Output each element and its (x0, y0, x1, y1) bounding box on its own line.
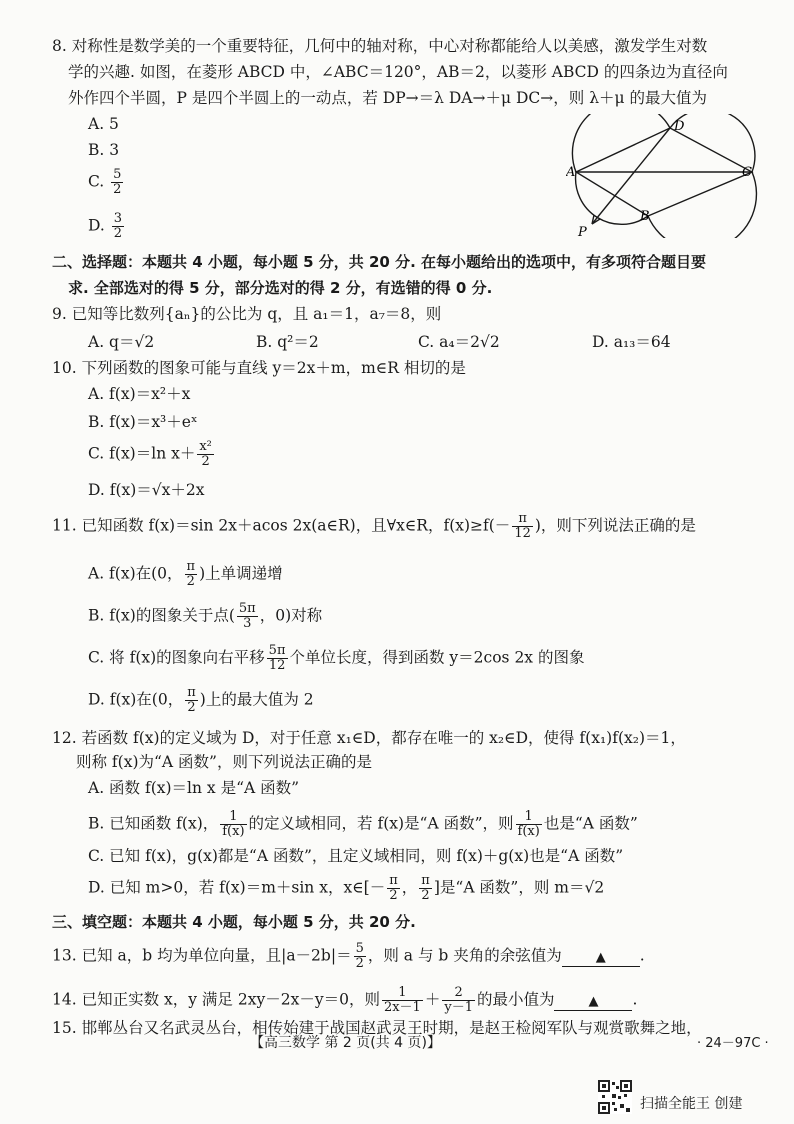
q13-stem: 13. 已知 a，b 均为单位向量，且|a－2b|＝ $\frac{5}{2}$ ，则 a 与 b 夹角的余弦值为 ▲ . (52, 941, 645, 971)
section-2-title-line-2: 求. 全部选对的得 5 分，部分选对的得 2 分，有选错的得 0 分. (68, 279, 493, 297)
fraction: $\frac{5\pi}{3}$ (238, 601, 256, 631)
q10-option-d: D. f(x)＝√x＋2x (88, 481, 205, 499)
qr-code-icon (598, 1080, 632, 1114)
q9-option-c: C. a₄＝2√2 (418, 333, 500, 351)
fraction: $\frac{\pi}{2}$ (389, 873, 398, 903)
label-c: C (742, 165, 752, 180)
q12-option-b: B. 已知函数 f(x)， $\frac{1}{f(x)}$ 的定义域相同，若 f(x)是“A 函数”，则 $\frac{1}{f(x)}$ 也是“A 函数” (88, 809, 638, 839)
q9-option-a: A. q＝√2 (88, 333, 155, 351)
semicircle-cb (648, 172, 756, 238)
fraction: $\frac{3}{2}$ (113, 211, 123, 241)
q8-option-c: C. $\frac{5}{2}$ (88, 167, 122, 197)
label-p: P (578, 225, 587, 238)
q12-line-1: 12. 若函数 f(x)的定义域为 D，对于任意 x₁∈D，都存在唯一的 x₂∈D，使得 f(x₁)f(x₂)＝1， (52, 729, 686, 747)
section-2-title-line-1: 二、选择题：本题共 4 小题，每小题 5 分，共 20 分. 在每小题给出的选项中，有多项符合题目要 (52, 253, 707, 271)
exam-code: · 24－97C · (697, 1036, 769, 1051)
fraction: $\frac{5}{2}$ (355, 941, 364, 971)
q10-option-b: B. f(x)＝x³＋eˣ (88, 413, 198, 431)
answer-blank[interactable]: ▲ (554, 994, 632, 1011)
q9-stem: 9. 已知等比数列{aₙ}的公比为 q，且 a₁＝1，a₇＝8，则 (52, 305, 442, 323)
q12-option-a: A. 函数 f(x)＝ln x 是“A 函数” (88, 779, 300, 797)
fraction: $\frac{\pi}{2}$ (421, 873, 430, 903)
label-d: D (674, 119, 685, 134)
fraction: $\frac{1}{f(x)}$ (517, 809, 540, 839)
fraction: $\frac{1}{f(x)}$ (222, 809, 245, 839)
q11-option-d: D. f(x)在(0， $\frac{\pi}{2}$ )上的最大值为 2 (88, 685, 314, 715)
q11-stem: 11. 已知函数 f(x)＝sin 2x＋acos 2x(a∈R)，且∀x∈R，f(x)≥f(－ $\frac{\pi}{12}$ )，则下列说法正确的是 (52, 511, 696, 541)
answer-blank[interactable]: ▲ (562, 950, 640, 967)
q9-option-b: B. q²＝2 (256, 333, 319, 351)
q8-option-a: A. 5 (88, 115, 119, 133)
q8-option-b: B. 3 (88, 141, 120, 159)
semicircle-ad (572, 114, 670, 172)
q12-line-2: 则称 f(x)为“A 函数”，则下列说法正确的是 (76, 753, 372, 771)
q11-option-a: A. f(x)在(0， $\frac{\pi}{2}$ )上单调递增 (88, 559, 283, 589)
semicircle-ba (576, 172, 648, 224)
label-a: A (566, 165, 576, 180)
label-b: B (640, 209, 650, 224)
q12-option-c: C. 已知 f(x)，g(x)都是“A 函数”，且定义域相同，则 f(x)＋g(x)也是“A 函数” (88, 847, 624, 865)
page-footer: 【高三数学 第 2 页(共 4 页)】 (250, 1035, 441, 1051)
q10-option-a: A. f(x)＝x²＋x (88, 385, 191, 403)
q8-option-d: D. $\frac{3}{2}$ (88, 211, 123, 241)
fraction: $\frac{1}{2x-1}$ (383, 985, 421, 1015)
q10-option-c: C. f(x)＝ln x＋ $\frac{\text{x²}}{2}$ (88, 439, 212, 469)
q10-stem: 10. 下列函数的图象可能与直线 y＝2x＋m，m∈R 相切的是 (52, 359, 466, 377)
q14-stem: 14. 已知正实数 x，y 满足 2xy－2x－y＝0，则 $\frac{1}{2x-1}$ ＋ $\frac{2}{y-1}$ 的最小值为 ▲ . (52, 985, 638, 1015)
fraction: $\frac{2}{y-1}$ (444, 985, 473, 1015)
q9-option-d: D. a₁₃＝64 (592, 333, 671, 351)
fraction: $\frac{\pi}{2}$ (187, 685, 196, 715)
fraction: $\frac{\text{x²}}{2}$ (199, 439, 212, 469)
vector-dp (592, 128, 670, 224)
fraction: $\frac{\pi}{12}$ (514, 511, 531, 541)
fraction: $\frac{\pi}{2}$ (186, 559, 196, 589)
q15-line-1: 15. 邯郸丛台又名武灵丛台，相传始建于战国赵武灵王时期，是赵王检阅军队与观赏歌舞之地， (52, 1019, 702, 1037)
q8-rhombus-figure (566, 114, 762, 238)
q11-option-c: C. 将 f(x)的图象向右平移 $\frac{5\pi}{12}$ 个单位长度，得到函数 y＝2cos 2x 的图象 (88, 643, 585, 673)
q12-option-d: D. 已知 m>0，若 f(x)＝m＋sin x，x∈[－ $\frac{\pi}{2}$ ， $\frac{\pi}{2}$ ]是“A 函数”，则 m＝√2 (88, 873, 605, 903)
q8-line-1: 8. 对称性是数学美的一个重要特征，几何中的轴对称，中心对称都能给人以美感，激发学生对数 (52, 37, 708, 55)
q8-line-3: 外作四个半圆，P 是四个半圆上的一动点，若 DP→＝λ DA→＋μ DC→，则 λ＋μ 的最大值为 (68, 89, 708, 107)
section-3-title: 三、填空题：本题共 4 小题，每小题 5 分，共 20 分. (52, 913, 416, 931)
fraction: $\frac{5\pi}{12}$ (268, 643, 286, 673)
scanner-watermark: 扫描全能王 创建 (640, 1096, 743, 1112)
q8-line-2: 学的兴趣. 如图，在菱形 ABCD 中，∠ABC＝120°，AB＝2，以菱形 ABCD 的四条边为直径向 (68, 63, 728, 81)
fraction: $\frac{5}{2}$ (113, 167, 122, 197)
q11-option-b: B. f(x)的图象关于点( $\frac{5\pi}{3}$ ，0)对称 (88, 601, 323, 631)
